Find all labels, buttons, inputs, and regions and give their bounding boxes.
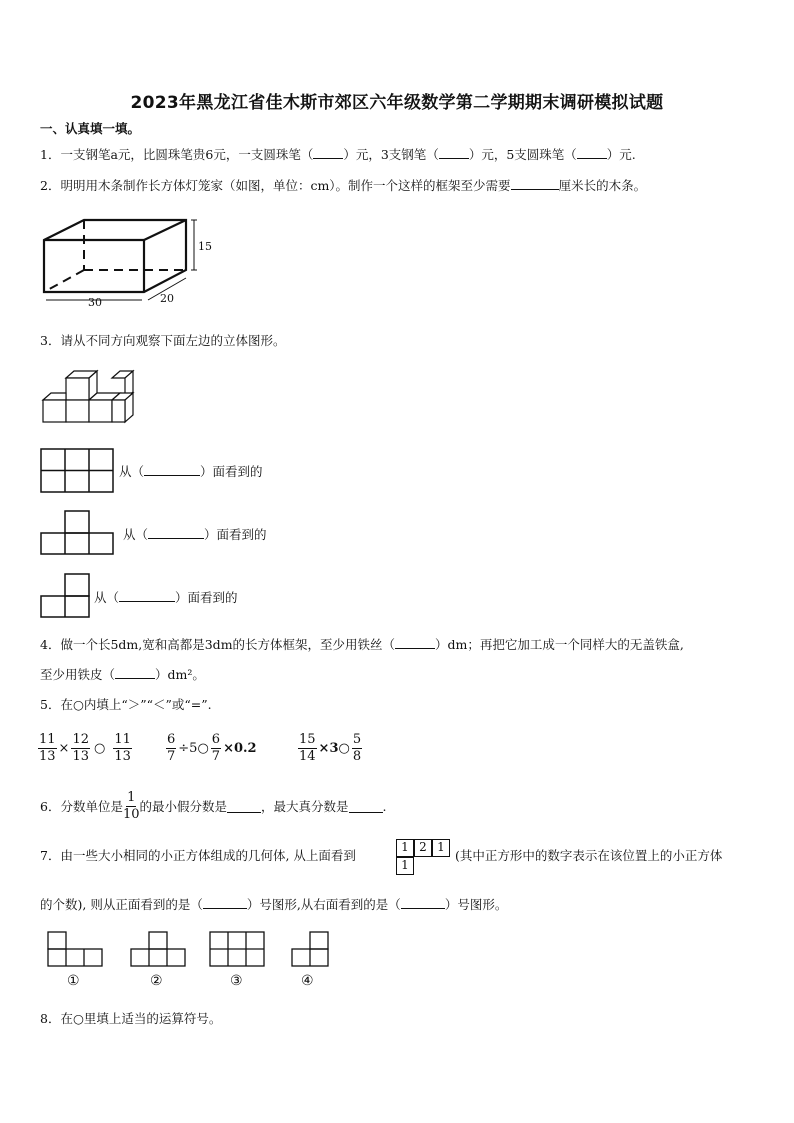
question-6 (40, 790, 387, 823)
q5-e2-frac-a (166, 732, 176, 765)
question-1 (40, 146, 636, 163)
question-4-line-2 (40, 666, 205, 683)
view-figure-1 (40, 448, 116, 494)
question-8: 8．在○里填上适当的运算符号。 (40, 1011, 222, 1026)
section-heading: 一、认真填一填。 (40, 121, 141, 136)
question-7-line-2 (40, 896, 507, 913)
cuboid-figure (36, 214, 211, 310)
frac-den: 13 (114, 749, 131, 764)
q2-text-2: 厘米长的木条。 (558, 178, 647, 193)
frac-num: 5 (352, 732, 362, 747)
q4-blank-2[interactable] (115, 666, 155, 679)
view-figure-2 (40, 510, 118, 556)
operator: × (58, 741, 70, 756)
frac-num: 15 (299, 732, 316, 747)
view-label-1-prefix: 从（ (119, 464, 145, 479)
view-blank-2[interactable] (148, 526, 204, 539)
option-label-1[interactable]: ① (67, 973, 80, 989)
dim-width-label: 20 (160, 292, 174, 305)
frac-num: 6 (167, 732, 176, 747)
q1-text-4: ）元. (606, 147, 636, 162)
question-4-line-1 (40, 636, 684, 653)
frac-num: 11 (39, 732, 56, 747)
q1-blank-3[interactable] (577, 146, 607, 159)
q7-blank-2[interactable] (401, 896, 445, 909)
q5-e1-frac-a (38, 732, 57, 765)
question-3: 3．请从不同方向观察下面左边的立体图形。 (40, 333, 286, 348)
operator-tail: ×0.2 (223, 741, 257, 756)
q1-text-2: ）元，3支钢笔（ (343, 147, 439, 162)
page-title: 2023年黑龙江省佳木斯市郊区六年级数学第二学期期末调研模拟试题 (130, 93, 664, 113)
view-figure-3 (40, 573, 92, 619)
view-label-1 (119, 463, 263, 480)
view-label-3-suffix: ）面看到的 (175, 590, 238, 605)
frac-num: 12 (72, 732, 89, 747)
q1-blank-1[interactable] (313, 146, 343, 159)
q4-text-2: ）dm；再把它加工成一个同样大的无盖铁盒, (435, 637, 684, 652)
q4-text-4: ）dm²。 (155, 667, 205, 682)
q6-text-2: 的最小假分数是 (139, 798, 228, 814)
view-blank-1[interactable] (144, 463, 200, 476)
q7-blank-1[interactable] (203, 896, 247, 909)
q6-text-3: ，最大真分数是 (261, 798, 349, 814)
q5-expression-2 (166, 732, 257, 765)
frac-den: 7 (167, 749, 176, 764)
frac-den: 10 (122, 807, 140, 822)
grid-cell: 1 (396, 839, 414, 857)
q4-text-1: 4．做一个长5dm,宽和高都是3dm的长方体框架，至少用铁丝（ (40, 637, 396, 652)
grid-cell: 1 (432, 839, 450, 857)
compare-circle[interactable]: ○ (94, 741, 106, 756)
grid-cell: 1 (396, 857, 414, 875)
frac-num: 1 (127, 790, 136, 805)
option-label-4[interactable]: ④ (301, 973, 314, 989)
dim-length-label: 30 (88, 296, 102, 309)
frac-den: 7 (211, 749, 221, 764)
q5-e3-frac-b (352, 732, 362, 765)
option-label-3[interactable]: ③ (230, 973, 243, 989)
view-label-3 (94, 589, 238, 606)
question-7-line-1-suffix: (其中正方形中的数字表示在该位置上的小正方体 (455, 848, 723, 863)
grid-cell: 2 (414, 839, 432, 857)
frac-den: 8 (352, 749, 362, 764)
q6-blank-1[interactable] (227, 800, 261, 813)
q5-e1-frac-c (113, 732, 132, 765)
frac-den: 13 (39, 749, 56, 764)
q6-text-4: . (382, 798, 387, 814)
question-5: 5．在○内填上“＞”“＜”或“=”. (40, 697, 212, 712)
q1-text-1: 1．一支钢笔a元，比圆珠笔贵6元，一支圆珠笔（ (40, 147, 314, 162)
cube-stack-figure (40, 368, 140, 428)
q5-e2-frac-b (211, 732, 221, 765)
q2-text-1: 2．明明用木条制作长方体灯笼家（如图，单位：cm）。制作一个这样的框架至少需要 (40, 178, 511, 193)
q7-option-figures (40, 929, 335, 991)
dim-height-label: 15 (198, 240, 212, 253)
view-label-2-suffix: ）面看到的 (204, 527, 267, 542)
q6-blank-2[interactable] (349, 800, 383, 813)
frac-den: 14 (299, 749, 316, 764)
q7-text-3: ）号图形。 (444, 897, 508, 912)
q7-text-1: 的个数), 则从正面看到的是（ (40, 897, 203, 912)
operator-with-circle[interactable]: ×3○ (318, 741, 350, 756)
q6-text-1: 6．分数单位是 (40, 798, 123, 814)
top-view-grid (396, 839, 450, 875)
q5-e3-frac-a (298, 732, 317, 765)
view-label-2 (123, 526, 267, 543)
frac-den: 13 (72, 749, 89, 764)
q5-e1-frac-b (71, 732, 90, 765)
option-label-2[interactable]: ② (150, 973, 163, 989)
view-label-1-suffix: ）面看到的 (200, 464, 263, 479)
q2-blank[interactable] (511, 177, 559, 190)
q1-blank-2[interactable] (439, 146, 469, 159)
frac-num: 6 (211, 732, 221, 747)
q7-text-2: ）号图形,从右面看到的是（ (246, 897, 401, 912)
view-label-3-prefix: 从（ (94, 590, 120, 605)
frac-num: 11 (114, 732, 131, 747)
q5-expression-1 (38, 732, 132, 765)
view-blank-3[interactable] (119, 589, 175, 602)
question-2 (40, 177, 646, 194)
question-7-line-1: 7．由一些大小相同的小正方体组成的几何体, 从上面看到 (40, 848, 356, 863)
q1-text-3: ）元，5支圆珠笔（ (468, 147, 577, 162)
q4-text-3: 至少用铁皮（ (40, 667, 116, 682)
operator-with-circle[interactable]: ÷5○ (178, 741, 209, 756)
q6-fraction (123, 790, 140, 823)
q4-blank-1[interactable] (395, 636, 435, 649)
view-label-2-prefix: 从（ (123, 527, 149, 542)
q5-expression-3 (298, 732, 362, 765)
